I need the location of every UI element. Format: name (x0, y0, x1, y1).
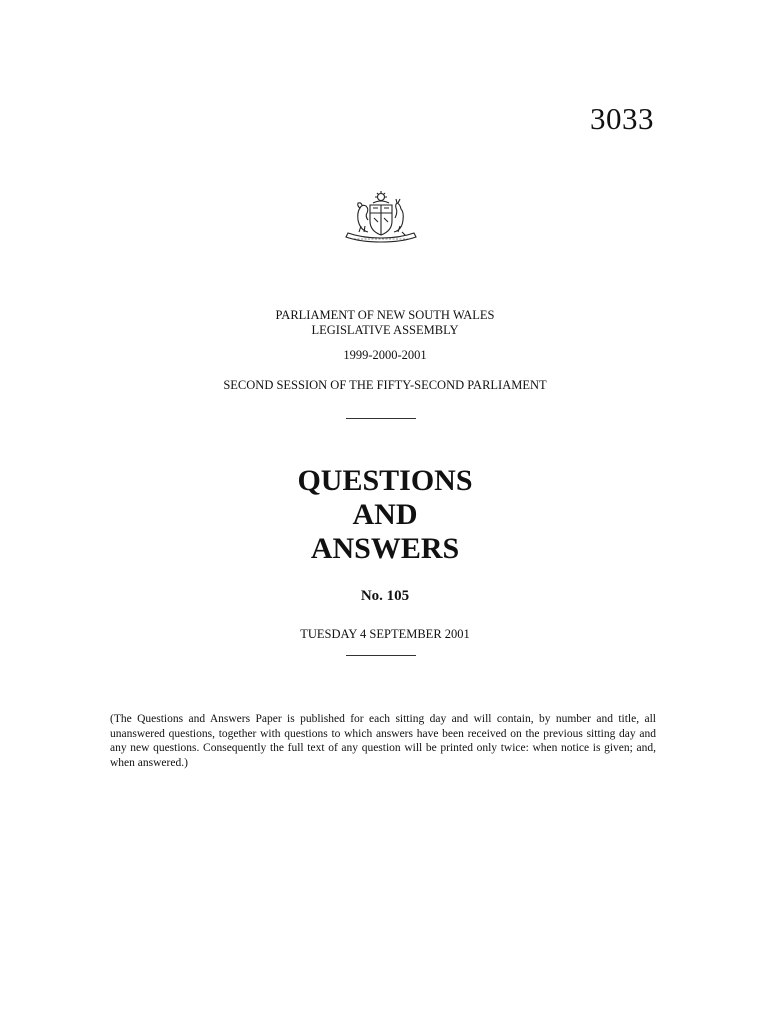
issue-number: No. 105 (360, 588, 410, 604)
divider-rule (346, 655, 416, 656)
title-line-answers: ANSWERS (310, 532, 460, 565)
coat-of-arms-icon (340, 190, 422, 244)
document-title (0, 464, 770, 566)
page-number: 3033 (590, 101, 654, 136)
parliament-heading: PARLIAMENT OF NEW SOUTH WALES (275, 308, 495, 322)
session-years: 1999-2000-2001 (343, 348, 427, 362)
divider-rule (346, 418, 416, 419)
title-line-questions: QUESTIONS (297, 464, 473, 497)
assembly-heading: LEGISLATIVE ASSEMBLY (311, 323, 459, 337)
issue-date: TUESDAY 4 SEPTEMBER 2001 (300, 627, 470, 641)
explanatory-note: (The Questions and Answers Paper is published for each sitting day and will contain, by number and title, all unanswered questions, together with questions to which answers have been received on the previous sitting day and any new questions. Consequently the full text of any question will be printed only twice: when notice is given; and, when answered.) (110, 713, 656, 769)
title-line-and: AND (352, 498, 418, 531)
session-heading: SECOND SESSION OF THE FIFTY-SECOND PARLIAMENT (223, 378, 547, 392)
